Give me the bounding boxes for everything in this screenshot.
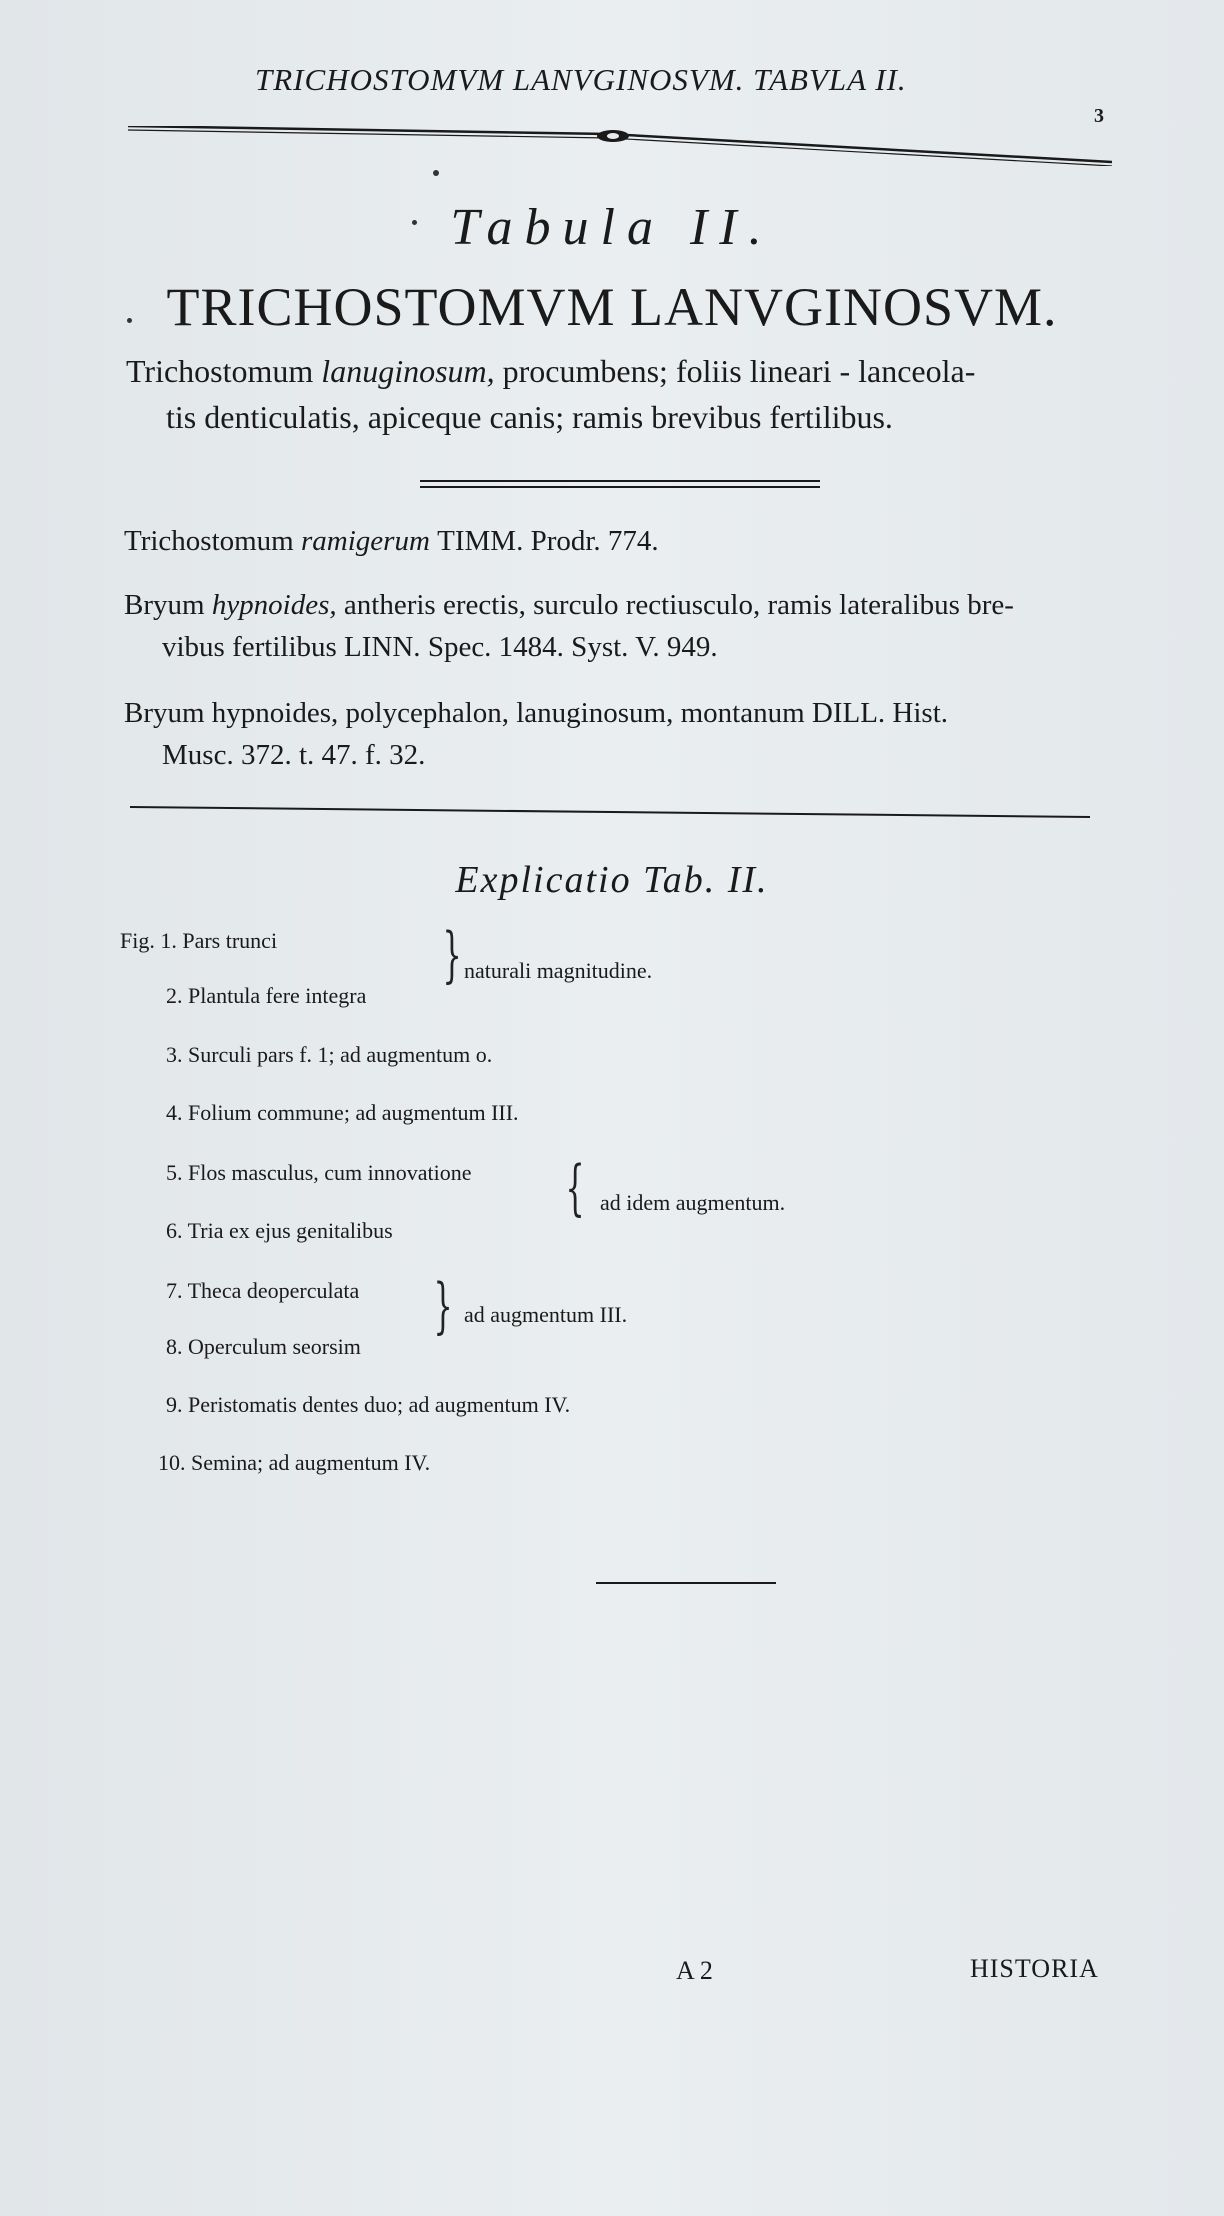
synonym-reference: Spec. 1484. Syst. V. 949. — [427, 631, 718, 663]
synonym-reference: Prodr. 774. — [530, 525, 659, 557]
synonym-author: TIMM. — [437, 525, 524, 557]
synonym-author: LINN. — [344, 631, 421, 663]
page-number: 3 — [1094, 105, 1104, 127]
diagnosis-rest: procumbens; foliis lineari - lanceola- — [502, 353, 976, 389]
figure-number: 10. — [158, 1450, 186, 1475]
running-title: TRICHOSTOMVM LANVGINOSVM. TABVLA II. — [255, 62, 907, 97]
ornament-dot — [433, 170, 439, 176]
synonym-entry — [124, 584, 1114, 668]
figure-item — [166, 1042, 492, 1068]
figure-number: 7. — [166, 1278, 183, 1303]
figure-item — [166, 1218, 393, 1244]
synonym-line — [124, 626, 1114, 668]
figure-description: Theca deoperculata — [187, 1278, 360, 1303]
brace-annotation: ad idem augmentum. — [600, 1190, 786, 1215]
figure-number: 3. — [166, 1042, 183, 1067]
figure-item — [166, 1278, 359, 1304]
diagnosis-line-1 — [126, 348, 1116, 394]
signature-mark: A 2 — [676, 1956, 713, 1985]
figure-description: Semina; ad augmentum IV. — [191, 1450, 431, 1475]
synonym-author: DILL. — [811, 697, 886, 729]
brace-icon: } — [442, 920, 462, 990]
figure-description: Plantula fere integra — [188, 983, 367, 1008]
synonym-line — [124, 584, 1114, 626]
brace-annotation: naturali magnitudine. — [464, 958, 653, 983]
species-diagnosis — [126, 348, 1116, 440]
diagnosis-epithet: lanuginosum, — [321, 353, 495, 389]
synonym-epithet: ramigerum — [301, 525, 430, 557]
section-rule — [130, 805, 1090, 821]
catchword: HISTORIA — [970, 1954, 1099, 1983]
header-ornament-rule — [128, 126, 1112, 166]
synonym-entry — [124, 520, 1114, 562]
synonym-description: antheris erectis, surculo rectiusculo, ramis lateralibus bre- — [343, 589, 1014, 621]
figure-description: Surculi pars f. 1; ad augmentum o. — [188, 1042, 493, 1067]
synonym-epithet: hypnoides, — [211, 589, 337, 621]
brace-icon: { — [565, 1153, 585, 1223]
figure-description: Pars trunci — [182, 928, 278, 953]
diagnosis-line-2: tis denticulatis, apiceque canis; ramis brevibus fertilibus. — [166, 399, 893, 435]
figure-description: Folium commune; ad augmentum III. — [188, 1100, 519, 1125]
diagnosis-genus: Trichostomum — [126, 353, 314, 389]
figure-item — [166, 1160, 472, 1186]
figure-item — [158, 1450, 430, 1476]
synonym-description: Bryum hypnoides, polycephalon, lanuginosum, montanum — [124, 697, 805, 729]
synonym-reference: Hist. — [892, 697, 948, 729]
double-rule — [420, 476, 820, 492]
brace-icon: } — [433, 1271, 453, 1341]
explicatio-heading: Explicatio Tab. II. — [455, 859, 769, 901]
figure-item — [120, 928, 277, 954]
figure-item — [166, 1334, 361, 1360]
figure-description: Flos masculus, cum innovatione — [188, 1160, 472, 1185]
figure-description: Peristomatis dentes duo; ad augmentum IV. — [188, 1392, 571, 1417]
figure-number: 2. — [166, 983, 183, 1008]
figure-number: 5. — [166, 1160, 183, 1185]
figure-item — [166, 983, 366, 1009]
synonym-genus: Trichostomum — [124, 525, 294, 557]
synonym-reference: Musc. 372. t. 47. f. 32. — [162, 739, 426, 771]
synonym-genus: Bryum — [124, 589, 205, 621]
species-heading: TRICHOSTOMVM LANVGINOSVM. — [166, 277, 1058, 337]
synonym-description: vibus fertilibus — [162, 631, 337, 663]
figure-number: 9. — [166, 1392, 183, 1417]
figure-description: Operculum seorsim — [188, 1334, 361, 1359]
brace-annotation: ad augmentum III. — [464, 1302, 628, 1327]
figure-description: Tria ex ejus genitalibus — [187, 1218, 393, 1243]
synonym-line — [124, 692, 1114, 734]
synonym-entry — [124, 692, 1114, 776]
figure-number: 4. — [166, 1100, 183, 1125]
figure-number: 8. — [166, 1334, 183, 1359]
figure-item — [166, 1100, 519, 1126]
figure-item — [166, 1392, 570, 1418]
figure-number: 6. — [166, 1218, 183, 1243]
figure-number: Fig. 1. — [120, 928, 177, 953]
tabula-heading: Tabula II. — [450, 199, 774, 256]
end-rule — [596, 1580, 776, 1586]
